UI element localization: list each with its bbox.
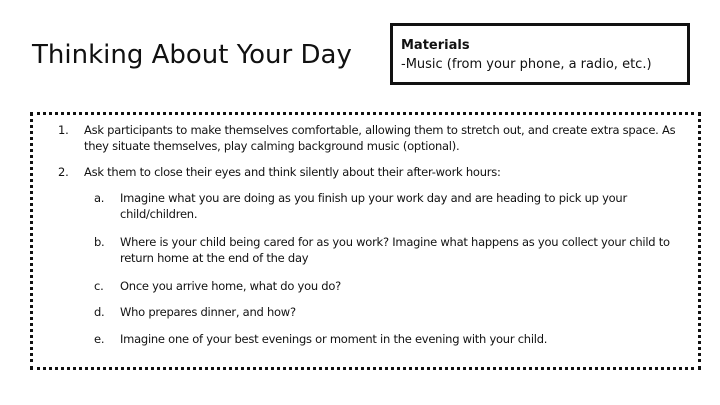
sub-item-c bbox=[94, 278, 694, 294]
sub-item-b bbox=[94, 234, 694, 266]
sub-item-marker: e. bbox=[94, 332, 105, 346]
instruction-text: Ask participants to make themselves comfortable, allowing them to stretch out, and create extra space. As they situate themselves, play calming background music (optional). bbox=[84, 123, 676, 153]
sub-item-text: Who prepares dinner, and how? bbox=[120, 305, 296, 319]
materials-item: -Music (from your phone, a radio, etc.) bbox=[401, 57, 652, 72]
materials-heading: Materials bbox=[401, 38, 470, 53]
sub-item-e bbox=[94, 331, 694, 347]
sub-item-marker: c. bbox=[94, 279, 104, 293]
instruction-item-1 bbox=[58, 122, 700, 154]
sub-item-d bbox=[94, 304, 694, 320]
sub-item-text: Imagine one of your best evenings or moment in the evening with your child. bbox=[120, 332, 548, 346]
sub-item-a bbox=[94, 190, 694, 222]
sub-item-text: Once you arrive home, what do you do? bbox=[120, 279, 341, 293]
sub-item-marker: a. bbox=[94, 191, 105, 205]
instruction-marker: 1. bbox=[58, 123, 69, 137]
slide-title: Thinking About Your Day bbox=[32, 40, 352, 70]
instruction-marker: 2. bbox=[58, 165, 69, 179]
materials-box bbox=[390, 23, 690, 85]
instruction-text: Ask them to close their eyes and think silently about their after-work hours: bbox=[84, 165, 501, 179]
instruction-item-2 bbox=[58, 164, 700, 180]
sub-item-marker: b. bbox=[94, 235, 105, 249]
sub-item-text: Imagine what you are doing as you finish up your work day and are heading to pick up your child/children. bbox=[120, 191, 627, 221]
sub-item-text: Where is your child being cared for as you work? Imagine what happens as you collect your child to return home at the end of the day bbox=[120, 235, 670, 265]
sub-item-marker: d. bbox=[94, 305, 105, 319]
